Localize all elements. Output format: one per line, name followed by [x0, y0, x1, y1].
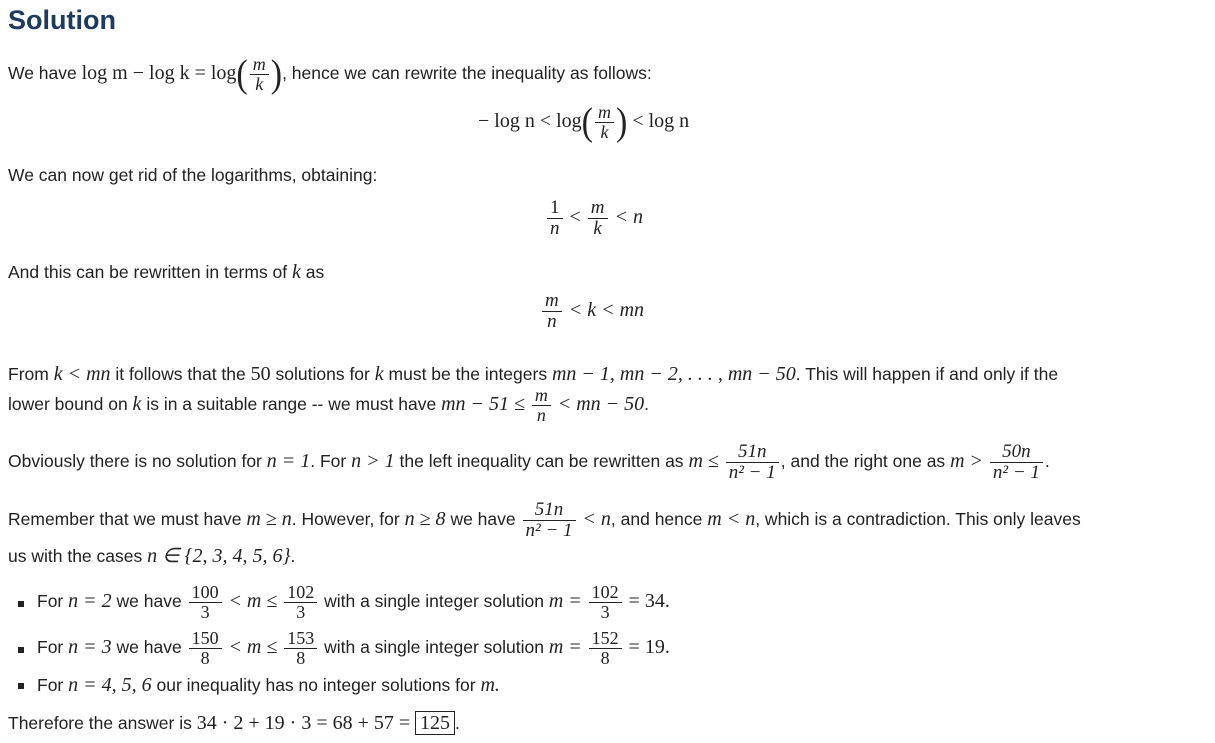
list-item-n456: For n = 4, 5, 6 our inequality has no integer solutions for m.	[37, 674, 500, 696]
paragraph-in-terms-of-k: And this can be rewritten in terms of k as	[8, 261, 325, 283]
paren-open: (	[236, 52, 248, 96]
text: We have	[8, 63, 77, 84]
paragraph-final-answer: Therefore the answer is 34 · 2 + 19 · 3 = 68 + 57 = 125 .	[8, 712, 460, 734]
paragraph-lower-bound: lower bound on k is in a suitable range -- we must have mn − 51 ≤ $\frac{m}{n}$ < mn − 50.	[8, 385, 650, 425]
display-inequality-fractions: $\frac{1}{n}$ < $\frac{m}{k}$ < n	[545, 198, 643, 239]
paragraph-integer-solutions: From k < mn it follows that the 50 solutions for k must be the integers mn − 1, mn − 2, . . . , mn − 50. This will happen if and only if the	[8, 363, 1059, 385]
paren-close: )	[270, 52, 283, 96]
solution-heading: Solution	[8, 5, 116, 35]
paragraph-cases: us with the cases n ∈ {2, 3, 4, 5, 6}.	[8, 545, 296, 567]
bullet-marker	[18, 601, 24, 607]
paragraph-remove-logs: We can now get rid of the logarithms, obtaining:	[8, 165, 378, 185]
math-expression: log m − log k = log	[81, 62, 237, 85]
answer-box: 125	[415, 711, 455, 735]
display-k-bounds: $\frac{m}{n}$ < k < mn	[540, 291, 644, 332]
display-inequality-log: − log n < log( $\frac{m}{k}$ ) < log n	[478, 100, 690, 144]
text: , hence we can rewrite the inequality as follows:	[282, 63, 652, 84]
paragraph-log-identity	[8, 52, 652, 96]
list-item-n3: For n = 3 we have $\frac{150}{8}$ < m ≤ $\frac{153}{8}$ with a single integer solution m = $\frac{152}{8}$ = 19.	[37, 628, 670, 668]
fraction-m-over-k: $\frac{m}{k}$	[250, 55, 269, 94]
paragraph-contradiction: Remember that we must have m ≥ n. However, for n ≥ 8 we have $\frac{51n}{\text{n² − 1}}$ < n, and hence m < n, which is a contradiction. This only leaves	[8, 499, 1081, 541]
bullet-marker	[18, 683, 24, 689]
list-item-n2: For n = 2 we have $\frac{100}{3}$ < m ≤ $\frac{102}{3}$ with a single integer solution m = $\frac{102}{3}$ = 34.	[37, 582, 670, 622]
paragraph-case-analysis: Obviously there is no solution for n = 1. For n > 1 the left inequality can be rewritten as m ≤ $\frac{51n}{\text{n² − 1}}$ , and the right one as m > $\frac{50n}{\text{n² − 1}}$ .	[8, 441, 1050, 483]
bullet-marker	[18, 647, 24, 653]
